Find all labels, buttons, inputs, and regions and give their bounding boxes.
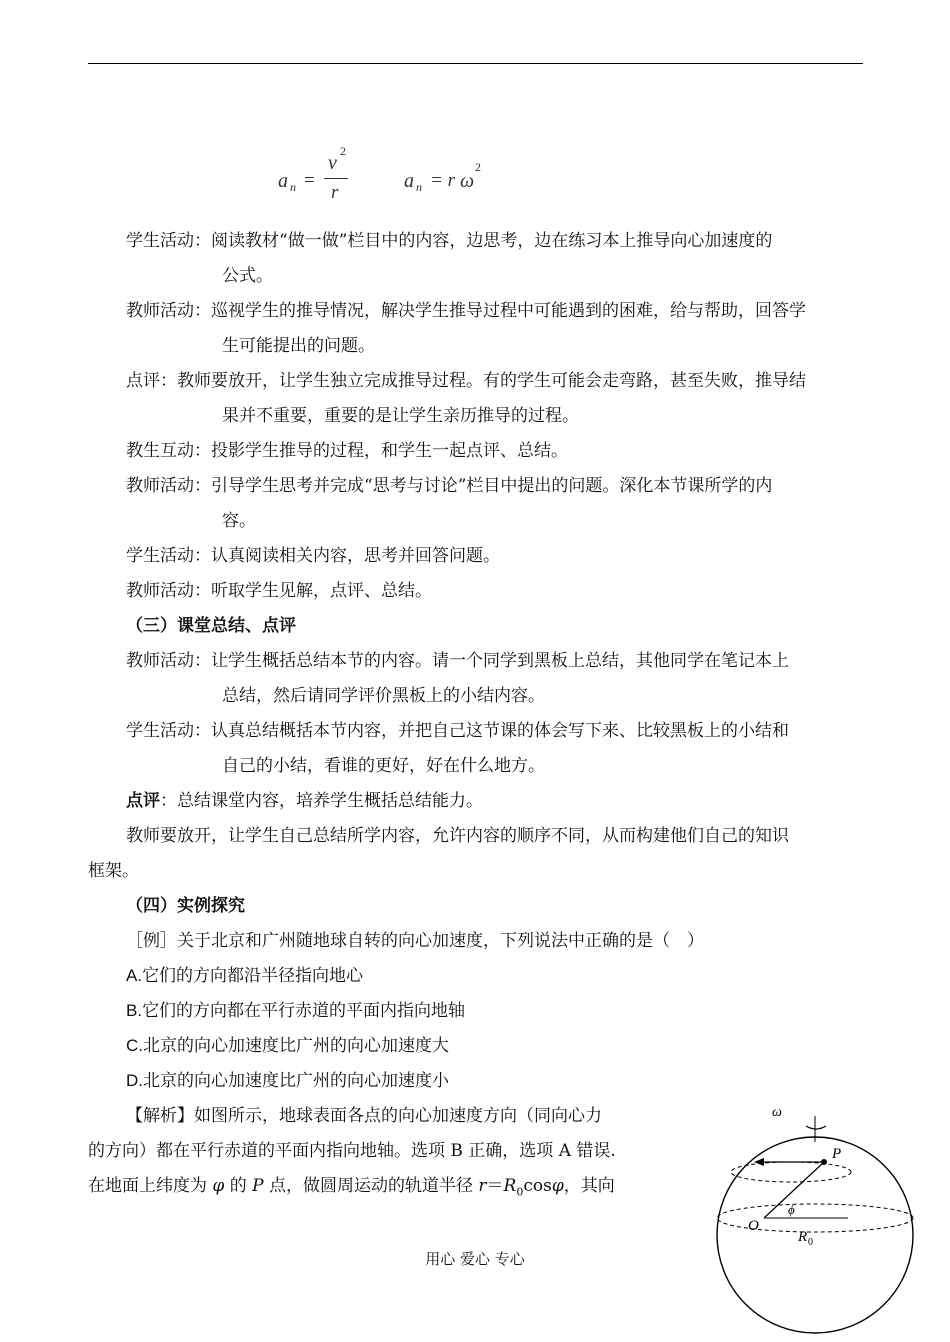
paragraph-interaction: 教生互动：投影学生推导的过程，和学生一起点评、总结。: [126, 441, 568, 461]
option-c-text: 北京的向心加速度比广州的向心加速度大: [143, 1036, 449, 1056]
paragraph-student-activity-1: 学生活动：阅读教材“做一做”栏目中的内容，边思考，边在练习本上推导向心加速度的: [126, 231, 773, 251]
paragraph-comment-1-cont: 果并不重要，重要的是让学生亲历推导的过程。: [222, 406, 579, 426]
paragraph-student-activity-1-cont: 公式。: [222, 266, 273, 286]
option-a: [126, 966, 363, 986]
option-d: [126, 1071, 449, 1091]
paragraph-comment-1: 点评：教师要放开，让学生独立完成推导过程。有的学生可能会走弯路，甚至失败，推导结: [126, 371, 806, 391]
page-footer: 用心 爱心 专心: [425, 1250, 525, 1268]
header-rule: [88, 63, 863, 64]
paragraph-student-activity-2: 学生活动：认真阅读相关内容，思考并回答问题。: [126, 546, 500, 566]
comment-text: ：总结课堂内容，培养学生概括总结能力。: [160, 791, 483, 811]
option-c-letter: C.: [126, 1036, 143, 1055]
paragraph-teacher-summary-cont: 总结，然后请同学评价黑板上的小结内容。: [222, 686, 545, 706]
phi-label: ϕ: [788, 1202, 795, 1217]
option-a-text: 它们的方向都沿半径指向地心: [142, 966, 364, 986]
formula-an-r-omega2: a n = r ω 2: [404, 160, 481, 194]
o-label: O: [748, 1218, 759, 1234]
analysis-line-3: 在地面上纬度为 φ 的 P 点，做圆周运动的轨道半径 $r=R_0\cos\varphi$，其向: [88, 1176, 615, 1199]
paragraph-teacher-note-cont: 框架。: [88, 861, 139, 881]
paragraph-teacher-summary: 教师活动：让学生概括总结本节的内容。请一个同学到黑板上总结，其他同学在笔记本上: [126, 651, 789, 671]
option-b: [126, 1001, 465, 1021]
latitude-circle: [731, 1162, 851, 1182]
option-d-text: 北京的向心加速度比广州的向心加速度小: [143, 1071, 449, 1091]
r0-subscript: 0: [808, 1237, 813, 1248]
paragraph-teacher-note: 教师要放开，让学生自己总结所学内容，允许内容的顺序不同，从而构建他们自己的知识: [126, 826, 789, 846]
comment-label: 点评: [126, 791, 160, 811]
formula-an-v2-over-r: a n = v 2 r: [278, 144, 346, 203]
sphere-outline: [717, 1137, 913, 1333]
p-label: P: [832, 1146, 842, 1162]
example-question: ［例］关于北京和广州随地球自转的向心加速度，下列说法中正确的是（ ）: [126, 931, 704, 951]
paragraph-teacher-activity-2: 教师活动：引导学生思考并完成“思考与讨论”栏目中提出的问题。深化本节课所学的内: [126, 476, 773, 496]
omega-label: ω: [772, 1105, 782, 1120]
paragraph-teacher-activity-3: 教师活动：听取学生见解，点评、总结。: [126, 581, 432, 601]
paragraph-comment-2: [126, 791, 483, 811]
section-heading-summary: （三）课堂总结、点评: [126, 616, 296, 636]
paragraph-student-summary-cont: 自己的小结，看谁的更好，好在什么地方。: [222, 756, 545, 776]
r0-label: R: [798, 1229, 808, 1245]
section-heading-examples: （四）实例探究: [126, 896, 245, 916]
option-b-letter: B.: [126, 1001, 143, 1020]
option-d-letter: D.: [126, 1071, 143, 1090]
analysis-line-1: 【解析】如图所示，地球表面各点的向心加速度方向（同向心力: [126, 1106, 602, 1126]
earth-rotation-figure: [748, 1105, 866, 1342]
option-b-text: 它们的方向都在平行赤道的平面内指向地轴: [142, 1001, 466, 1021]
option-a-letter: A.: [126, 966, 143, 985]
paragraph-teacher-activity-1: 教师活动：巡视学生的推导情况，解决学生推导过程中可能遇到的困难，给与帮助，回答学: [126, 301, 806, 321]
paragraph-student-summary: 学生活动：认真总结概括本节内容，并把自己这节课的体会写下来、比较黑板上的小结和: [126, 721, 789, 741]
option-c: [126, 1036, 449, 1056]
paragraph-teacher-activity-1-cont: 生可能提出的问题。: [222, 336, 375, 356]
paragraph-teacher-activity-2-cont: 容。: [222, 511, 256, 531]
analysis-line-2: 的方向）都在平行赤道的平面内指向地轴。选项 B 正确，选项 A 错误.: [88, 1141, 616, 1161]
